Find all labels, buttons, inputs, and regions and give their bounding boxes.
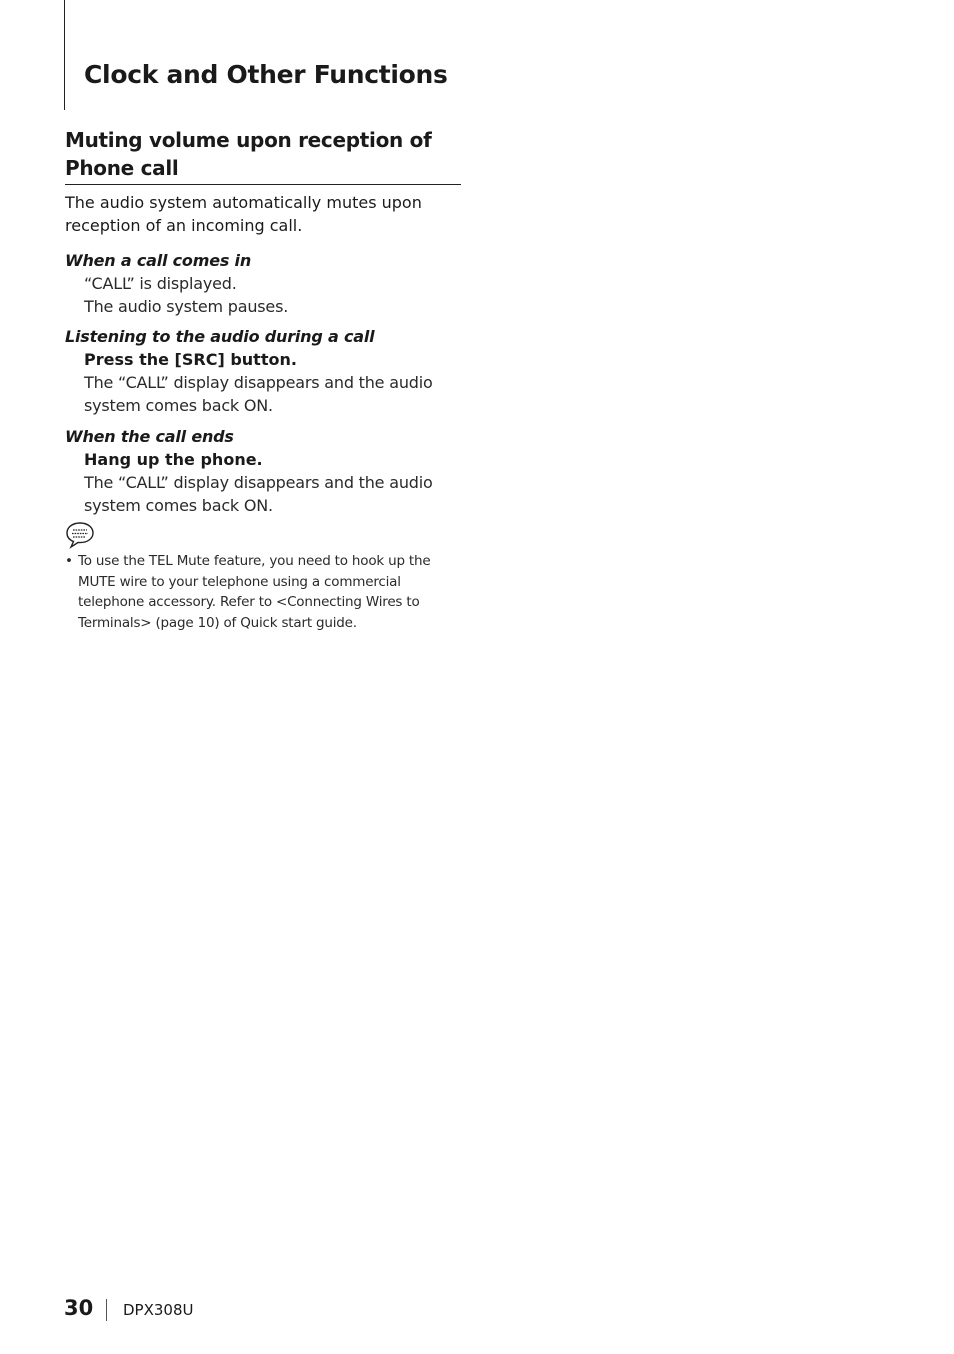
subsection-heading: Listening to the audio during a call [65, 327, 375, 346]
chapter-title: Clock and Other Functions [84, 60, 448, 89]
subsection-heading: When a call comes in [65, 251, 252, 270]
action-result: The “CALL” display disappears and the audio system comes back ON. [84, 473, 433, 515]
subsection-audio-during-call [65, 326, 461, 417]
status-line: “CALL” is displayed. [84, 274, 237, 293]
footer-divider [106, 1299, 107, 1321]
action-instruction: Press the [SRC] button. [84, 350, 297, 369]
page-number: 30 [64, 1296, 94, 1320]
note-text: To use the TEL Mute feature, you need to hook up the MUTE wire to your telephone using a commercial telephone accessory. Refer to <Connecting Wires to Terminals> (page 10) of Quick start guide. [78, 553, 431, 631]
subsection-heading: When the call ends [65, 427, 234, 446]
chapter-rule [64, 0, 65, 110]
bullet: • [65, 553, 73, 569]
subsection-call-comes-in [65, 250, 461, 318]
model-name: DPX308U [123, 1301, 194, 1319]
section-heading: Muting volume upon reception of Phone call [65, 126, 461, 185]
muting-section [65, 126, 461, 633]
status-line: The audio system pauses. [84, 297, 289, 316]
note-speech-bubble-icon [65, 521, 95, 549]
note [65, 551, 461, 633]
action-result: The “CALL” display disappears and the audio system comes back ON. [84, 373, 433, 415]
subsection-call-ends [65, 426, 461, 517]
section-intro: The audio system automatically mutes upon reception of an incoming call. [65, 193, 422, 235]
action-instruction: Hang up the phone. [84, 450, 263, 469]
